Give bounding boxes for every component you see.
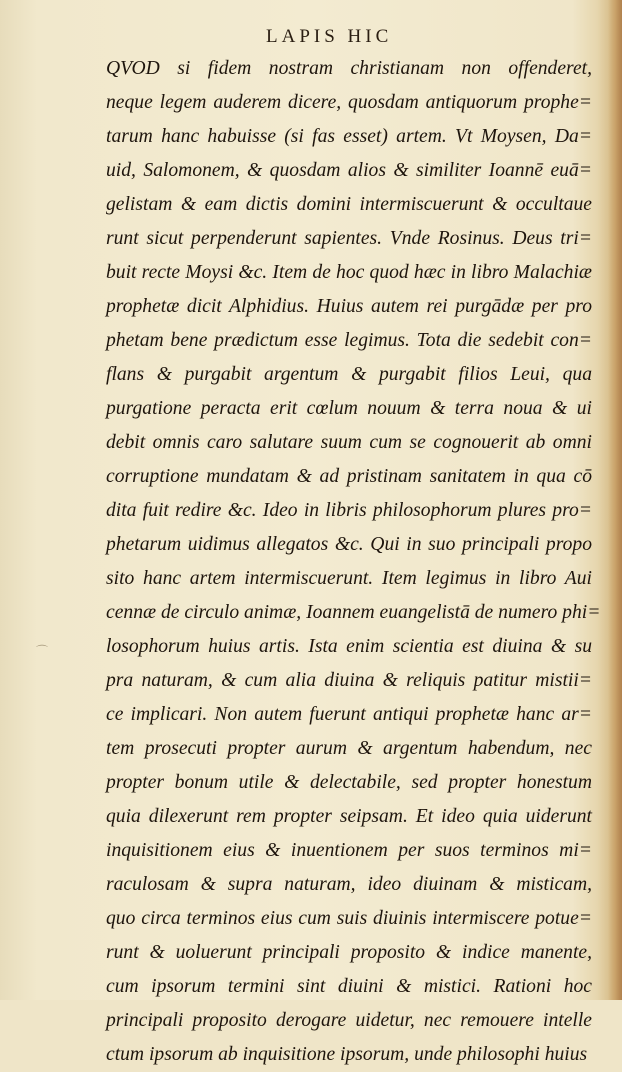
text-line: raculosam & supra naturam, ideo diuinam & misticam, [106, 874, 592, 895]
text-line: QVOD si fidem nostram christianam non offenderet, [106, 58, 592, 79]
text-line: prophetæ dicit Alphidius. Huius autem rei purgādæ per pro [106, 296, 592, 317]
text-line: gelistam & eam dictis domini intermiscuerunt & occultaue [106, 194, 592, 215]
text-line: sito hanc artem intermiscuerunt. Item legimus in libro Aui [106, 568, 592, 589]
text-line: ce implicari. Non autem fuerunt antiqui prophetæ hanc ar= [106, 704, 592, 725]
text-line: pra naturam, & cum alia diuina & reliquis patitur mistii= [106, 670, 592, 691]
text-line: propter bonum utile & delectabile, sed propter honestum [106, 772, 592, 793]
running-head: LAPIS HIC [266, 26, 393, 47]
text-line: dita fuit redire &c. Ideo in libris philosophorum plures pro= [106, 500, 592, 521]
text-line: tarum hanc habuisse (si fas esset) artem. Vt Moysen, Da= [106, 126, 592, 147]
text-line: inquisitionem eius & inuentionem per suos terminos mi= [106, 840, 592, 861]
page-edge-shadow [608, 0, 622, 1000]
text-line: cum ipsorum termini sint diuini & mistici. Rationi hoc [106, 976, 592, 997]
text-line: runt sicut perpenderunt sapientes. Vnde Rosinus. Deus tri= [106, 228, 592, 249]
text-line: debit omnis caro salutare suum cum se cognouerit ab omni [106, 432, 592, 453]
text-line: cennæ de circulo animæ, Ioannem euangelistā de numero phi= [106, 602, 601, 623]
margin-mark: ⌒ [36, 644, 49, 658]
body-text [106, 52, 601, 1072]
text-line: buit recte Moysi &c. Item de hoc quod hæc in libro Malachiæ [106, 262, 592, 283]
text-line: purgatione peracta erit cœlum nouum & terra noua & ui [106, 398, 592, 419]
text-line: flans & purgabit argentum & purgabit filios Leui, qua [106, 364, 592, 385]
text-line: phetarum uidimus allegatos &c. Qui in suo principali propo [106, 534, 592, 555]
text-line: corruptione mundatam & ad pristinam sanitatem in qua cō [106, 466, 592, 487]
text-line: quo circa terminos eius cum suis diuinis intermiscere potue= [106, 908, 592, 929]
text-line: ctum ipsorum ab inquisitione ipsorum, unde philosophi huius [106, 1044, 588, 1065]
text-line: phetam bene prædictum esse legimus. Tota die sedebit con= [106, 330, 592, 351]
text-line: tem prosecuti propter aurum & argentum habendum, nec [106, 738, 592, 759]
text-line: quia dilexerunt rem propter seipsam. Et ideo quia uiderunt [106, 806, 592, 827]
text-line: uid, Salomonem, & quosdam alios & similiter Ioannē euā= [106, 160, 592, 181]
text-line: principali proposito derogare uidetur, nec remouere intelle [106, 1010, 592, 1031]
text-line: neque legem auderem dicere, quosdam antiquorum prophe= [106, 92, 592, 113]
text-line: losophorum huius artis. Ista enim scientia est diuina & su [106, 636, 592, 657]
text-line: runt & uoluerunt principali proposito & indice manente, [106, 942, 592, 963]
